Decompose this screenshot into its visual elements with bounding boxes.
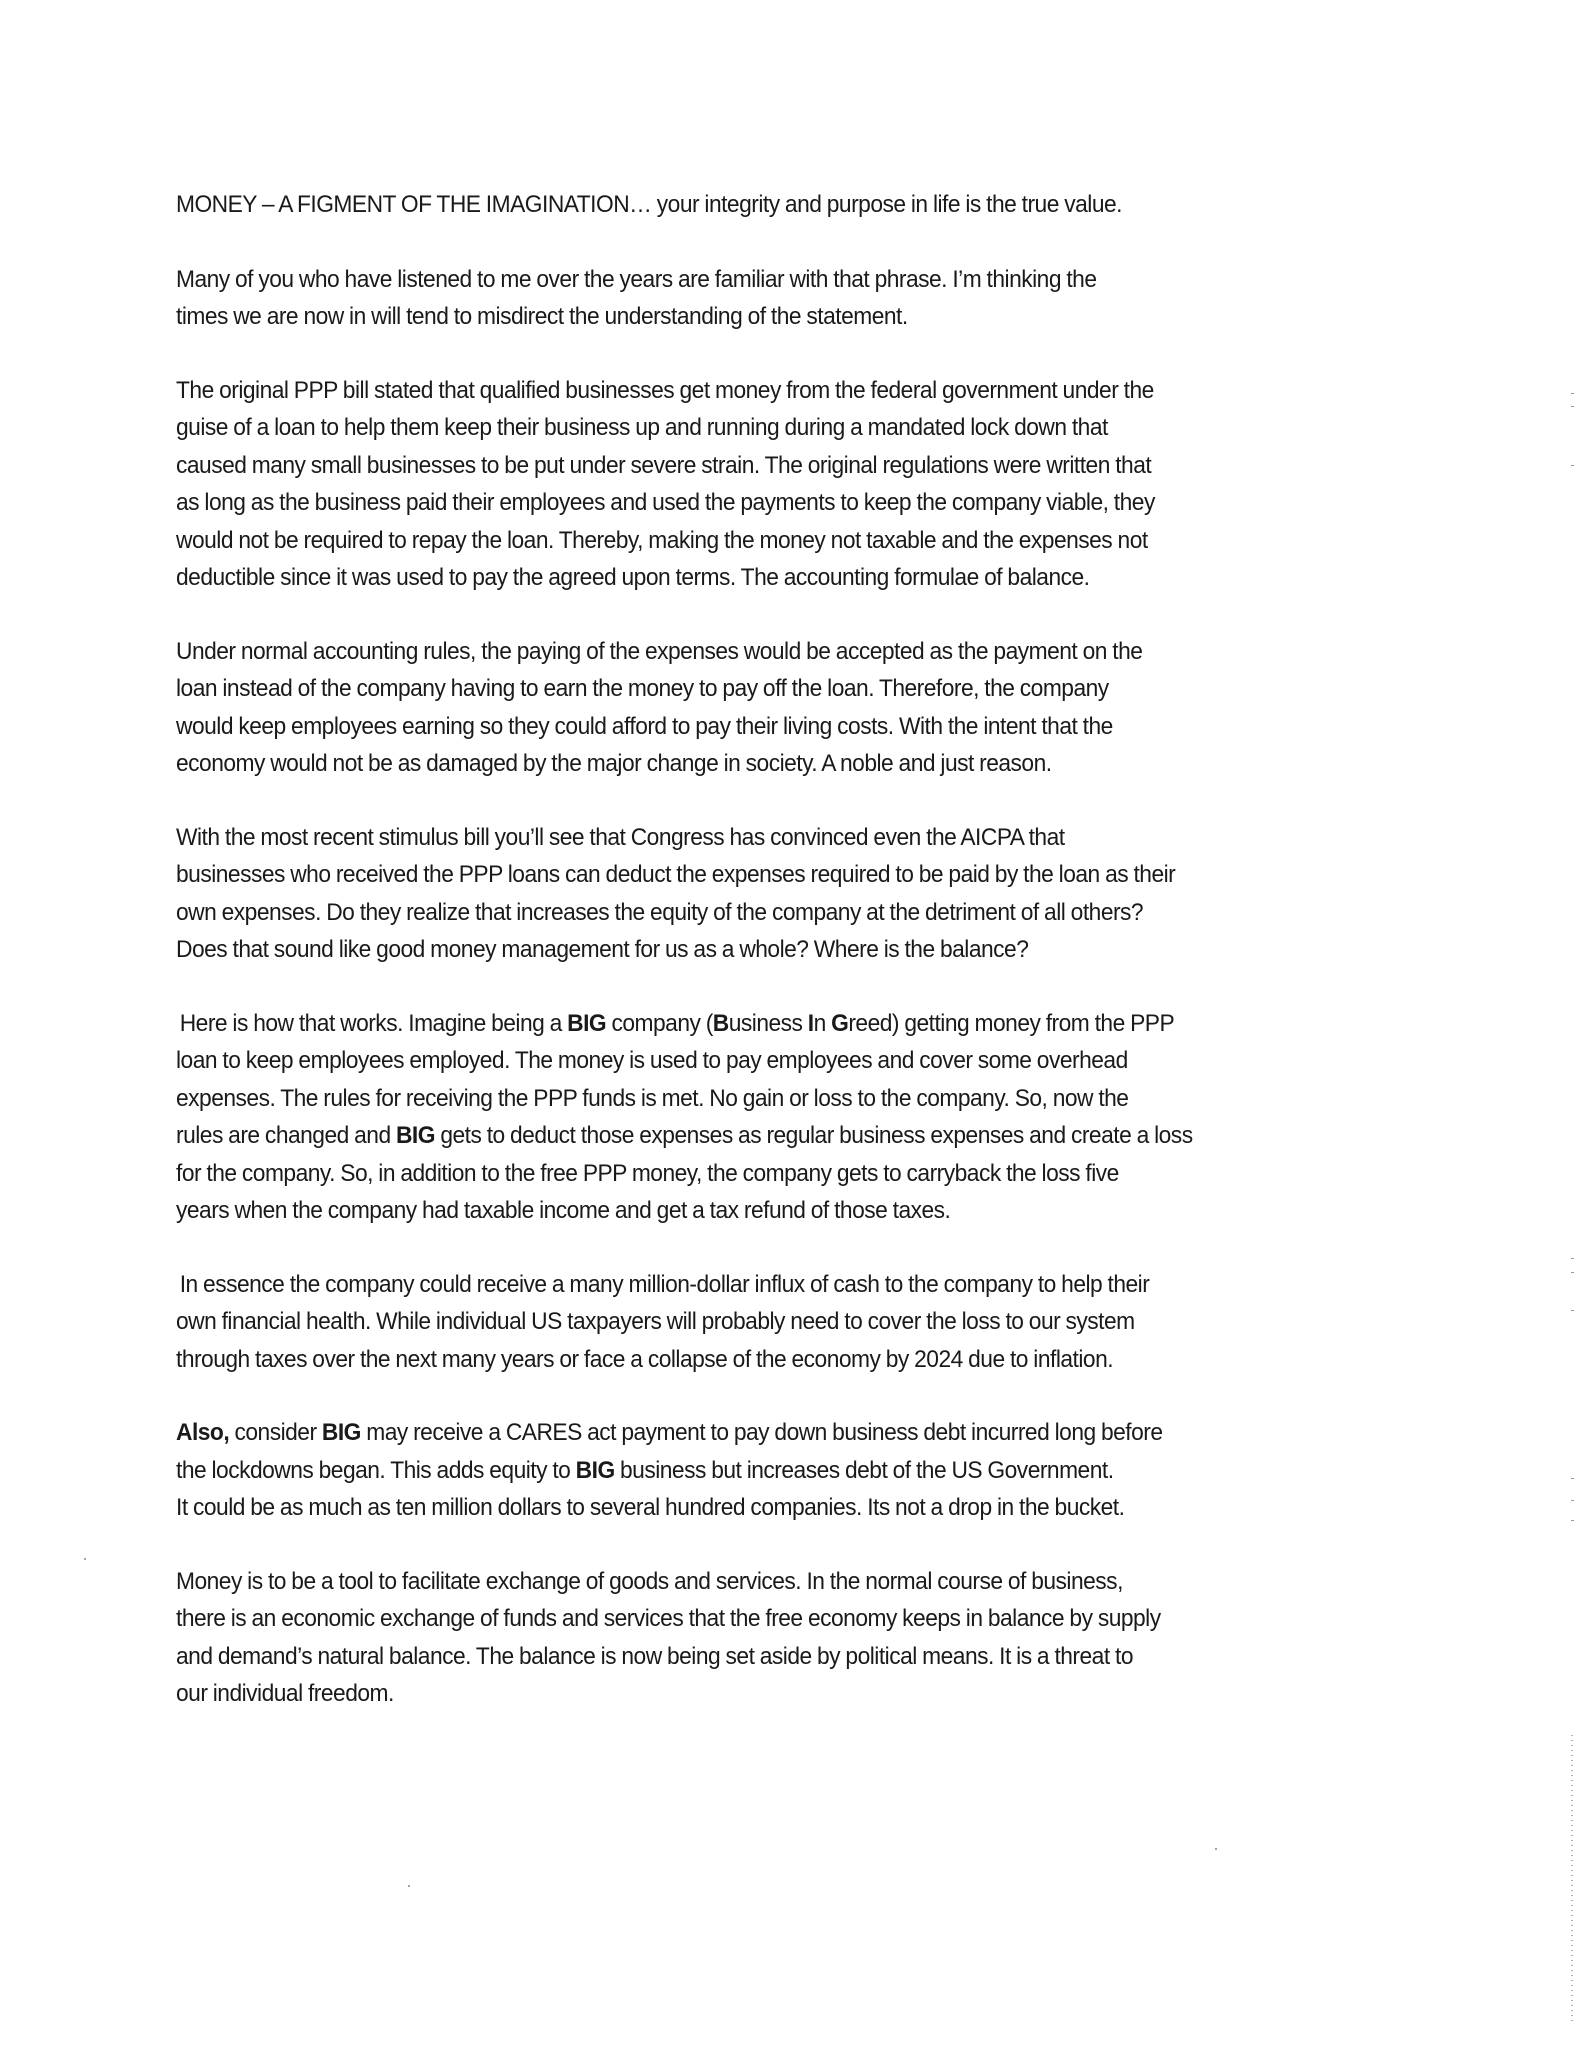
- text-span: the lockdowns began. This adds equity to: [176, 1456, 576, 1484]
- emphasis-big: BIG: [321, 1419, 361, 1446]
- scan-speck: [84, 1558, 86, 1560]
- emphasis-big: BIG: [575, 1456, 615, 1484]
- text-line: guise of a loan to help them keep their business up and running during a mandated lock down that: [176, 414, 1108, 441]
- text-span: n: [813, 1009, 832, 1037]
- paragraph-intro: [176, 261, 1416, 336]
- text-line: times we are now in will tend to misdirect the understanding of the statement.: [176, 303, 908, 330]
- scan-artifact: [1571, 1258, 1574, 1259]
- text-line: Many of you who have listened to me over the years are familiar with that phrase. I’m thinking the: [176, 265, 1097, 293]
- paragraph-how-it-works: [176, 1005, 1416, 1230]
- text-line: [176, 1452, 1329, 1490]
- text-line: through taxes over the next many years or face a collapse of the economy by 2024 due to inflation.: [176, 1345, 1114, 1373]
- scan-artifact: [1571, 1272, 1574, 1273]
- text-line: our individual freedom.: [176, 1680, 394, 1707]
- scan-artifact: [1571, 1520, 1574, 1521]
- emphasis-initial: I: [807, 1009, 814, 1037]
- text-line: loan to keep employees employed. The money is used to pay employees and cover some overhead: [176, 1047, 1128, 1074]
- text-line: The original PPP bill stated that qualified businesses get money from the federal government under the: [176, 376, 1154, 404]
- text-line: Does that sound like good money management for us as a whole? Where is the balance?: [176, 936, 1029, 963]
- paragraph-money-tool: [176, 1563, 1416, 1713]
- text-line: as long as the business paid their employees and used the payments to keep the company viable, they: [176, 489, 1155, 516]
- text-line: [176, 1117, 1329, 1155]
- text-line: own financial health. While individual US taxpayers will probably need to cover the loss to our system: [176, 1308, 1135, 1335]
- text-line: loan instead of the company having to earn the money to pay off the loan. Therefore, the company: [176, 675, 1109, 702]
- text-line: years when the company had taxable income and get a tax refund of those taxes.: [176, 1197, 951, 1224]
- text-line: own expenses. Do they realize that increases the equity of the company at the detriment of all others?: [176, 898, 1144, 926]
- text-span: usiness: [728, 1009, 808, 1037]
- text-line: businesses who received the PPP loans can deduct the expenses required to be paid by the loan as their: [176, 861, 1176, 888]
- paragraph-cares-act: [176, 1414, 1416, 1527]
- text-line: With the most recent stimulus bill you’ll see that Congress has convinced even the AICPA that: [176, 823, 1065, 851]
- scan-artifact: [1571, 393, 1574, 394]
- scan-artifact: [1571, 1478, 1574, 1479]
- text-span: may receive a CARES act payment to pay down business debt incurred long before: [360, 1419, 1163, 1446]
- scan-artifact: [1571, 1310, 1574, 1311]
- scan-artifact-strip: [1571, 1735, 1573, 2025]
- text-line: caused many small businesses to be put under severe strain. The original regulations were written that: [176, 451, 1152, 479]
- text-span: company (: [606, 1009, 713, 1037]
- scan-artifact: [1571, 465, 1574, 466]
- text-span: rules are changed and: [176, 1122, 396, 1149]
- text-line: [176, 1005, 1329, 1043]
- scan-artifact: [1571, 1500, 1574, 1501]
- paragraph-original-ppp: [176, 372, 1416, 597]
- text-line: would keep employees earning so they could afford to pay their living costs. With the intent that the: [176, 712, 1113, 740]
- text-line: In essence the company could receive a many million-dollar influx of cash to the company to help their: [179, 1270, 1150, 1298]
- text-line: and demand’s natural balance. The balance is now being set aside by political means. It is a threat to: [176, 1642, 1133, 1670]
- scan-speck: [1215, 1848, 1217, 1850]
- text-span: gets to deduct those expenses as regular business expenses and create a loss: [434, 1122, 1193, 1149]
- title-line: [176, 186, 1329, 224]
- text-line: Under normal accounting rules, the paying of the expenses would be accepted as the payment on the: [176, 637, 1143, 665]
- emphasis-also: Also,: [176, 1419, 230, 1446]
- text-span: reed) getting money from the PPP: [848, 1009, 1175, 1037]
- title-rest: your integrity and purpose in life is the true value.: [651, 191, 1122, 218]
- scan-artifact: [1571, 406, 1574, 407]
- emphasis-initial: B: [712, 1009, 729, 1037]
- text-span: business but increases debt of the US Government.: [614, 1456, 1114, 1484]
- text-line: economy would not be as damaged by the major change in society. A noble and just reason.: [176, 750, 1052, 777]
- scan-speck: [408, 1885, 410, 1887]
- text-line: deductible since it was used to pay the agreed upon terms. The accounting formulae of balance.: [176, 564, 1090, 591]
- text-line: It could be as much as ten million dollars to several hundred companies. Its not a drop in the bucket.: [176, 1494, 1125, 1521]
- document-title: [176, 186, 1416, 224]
- document-body: [176, 186, 1416, 1749]
- text-span: Here is how that works. Imagine being a: [179, 1009, 568, 1037]
- text-span: consider: [229, 1419, 322, 1446]
- text-line: [176, 1414, 1329, 1452]
- paragraph-in-essence: [176, 1266, 1416, 1379]
- emphasis-initial: G: [831, 1009, 849, 1037]
- text-line: expenses. The rules for receiving the PPP funds is met. No gain or loss to the company. So, now the: [176, 1084, 1129, 1112]
- text-line: there is an economic exchange of funds and services that the free economy keeps in balance by supply: [176, 1605, 1161, 1632]
- emphasis-big: BIG: [395, 1122, 435, 1149]
- text-line: for the company. So, in addition to the free PPP money, the company gets to carryback the loss five: [176, 1159, 1119, 1187]
- paragraph-normal-accounting: [176, 633, 1416, 783]
- text-line: would not be required to repay the loan. Thereby, making the money not taxable and the expenses not: [176, 526, 1148, 554]
- title-lead: MONEY – A FIGMENT OF THE IMAGINATION…: [176, 191, 652, 218]
- text-line: Money is to be a tool to facilitate exchange of goods and services. In the normal course of business,: [176, 1567, 1123, 1595]
- emphasis-big: BIG: [567, 1009, 607, 1037]
- paragraph-stimulus-bill: [176, 819, 1416, 969]
